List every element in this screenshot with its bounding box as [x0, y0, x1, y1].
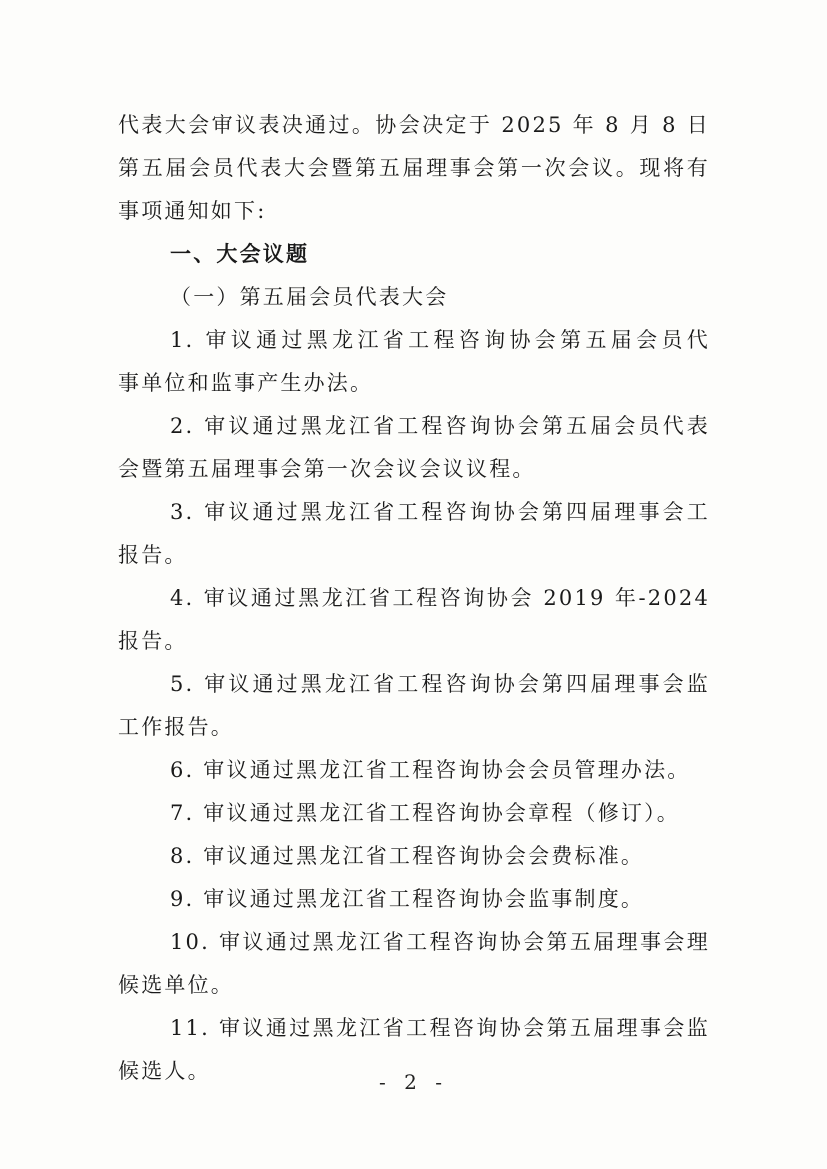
list-item-line: 9. 审议通过黑龙江省工程咨询协会监事制度。	[170, 887, 645, 911]
list-item-line: 4. 审议通过黑龙江省工程咨询协会 2019 年-2024	[170, 586, 710, 610]
subsection-heading: （一）第五届会员代表大会	[170, 285, 449, 309]
list-item-line: 5. 审议通过黑龙江省工程咨询协会第四届理事会监	[170, 672, 710, 696]
paragraph-line: 第五届会员代表大会暨第五届理事会第一次会议。现将有	[118, 156, 710, 180]
list-item-line: 候选人。	[118, 1059, 211, 1083]
list-item-line: 报告。	[118, 629, 188, 653]
list-item-line: 10. 审议通过黑龙江省工程咨询协会第五届理事会理	[170, 930, 710, 954]
list-item-line: 3. 审议通过黑龙江省工程咨询协会第四届理事会工	[170, 500, 710, 524]
list-item-line: 7. 审议通过黑龙江省工程咨询协会章程（修订）。	[170, 801, 681, 825]
list-item-line: 会暨第五届理事会第一次会议会议议程。	[118, 457, 536, 481]
list-item-line: 2. 审议通过黑龙江省工程咨询协会第五届会员代表	[170, 414, 710, 438]
list-item-line: 报告。	[118, 543, 188, 567]
list-item-line: 6. 审议通过黑龙江省工程咨询协会会员管理办法。	[170, 758, 691, 782]
page-number: - 2 -	[379, 1070, 448, 1094]
list-item-line: 工作报告。	[118, 715, 234, 739]
list-item-line: 11. 审议通过黑龙江省工程咨询协会第五届理事会监	[170, 1016, 710, 1040]
paragraph-line: 事项通知如下:	[118, 199, 267, 223]
list-item-line: 8. 审议通过黑龙江省工程咨询协会会费标准。	[170, 844, 645, 868]
list-item-line: 事单位和监事产生办法。	[118, 371, 374, 395]
list-item-line: 1. 审议通过黑龙江省工程咨询协会第五届会员代	[170, 328, 710, 352]
body-text	[118, 104, 710, 1093]
list-item-line: 候选单位。	[118, 973, 234, 997]
section-heading: 一、大会议题	[170, 242, 310, 266]
paragraph-line: 代表大会审议表决通过。协会决定于 2025 年 8 月 8 日	[118, 113, 710, 137]
